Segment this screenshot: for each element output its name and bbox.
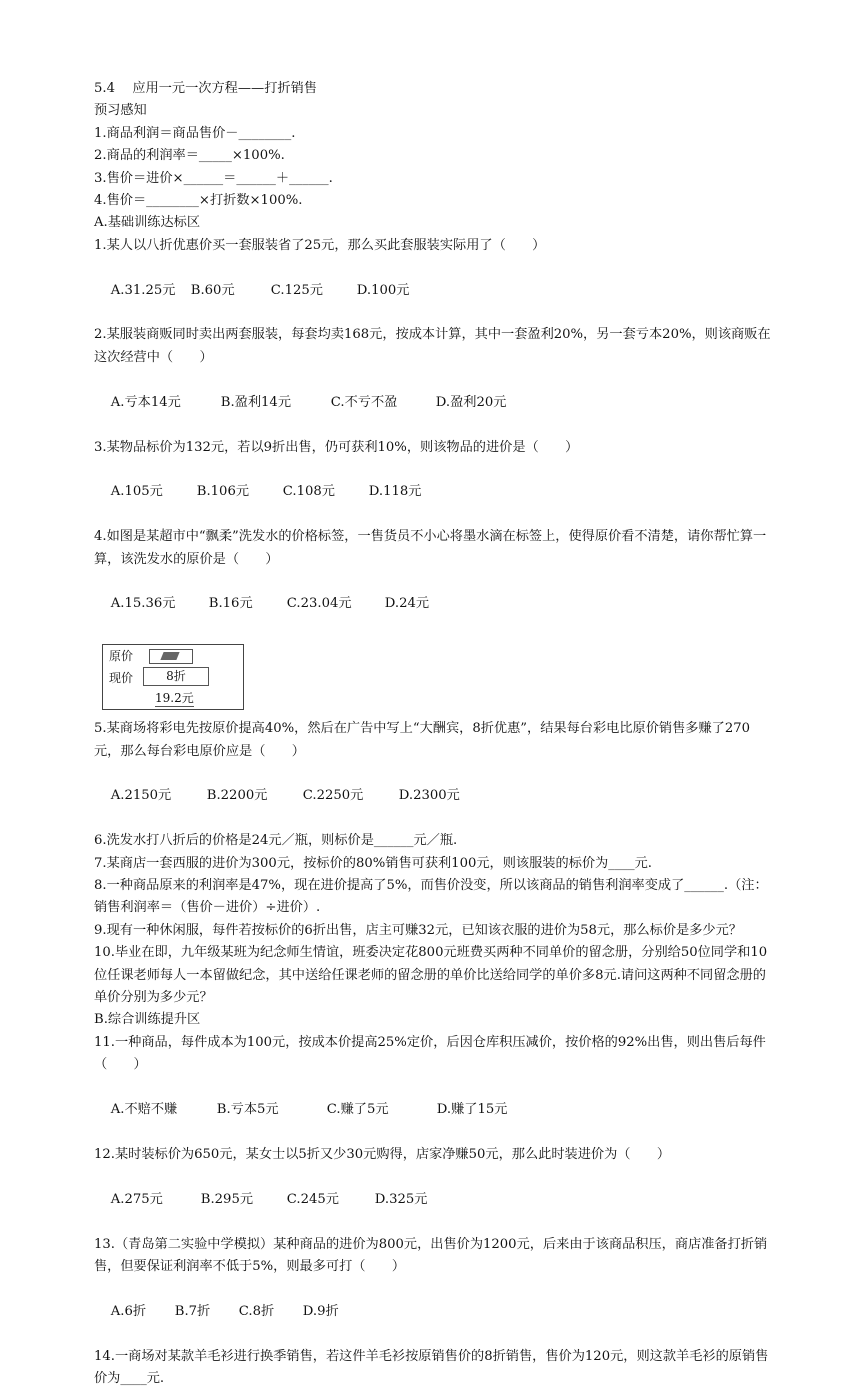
option-a: A.6折	[110, 1303, 147, 1319]
question-3: 3.某物品标价为132元，若以9折出售，仍可获利10%，则该物品的进价是（ ）	[94, 439, 579, 455]
option-c: C.125元	[270, 282, 323, 298]
section-a-heading: A.基础训练达标区	[94, 215, 201, 231]
question-3-options	[94, 459, 774, 526]
question-4: 4.如图是某超市中“飘柔”洗发水的价格标签，一售货员不小心将墨水滴在标签上，使得原价看不清楚，请你帮忙算一算，该洗发水的原价是（ ）	[94, 529, 767, 567]
option-a: A.不赔不赚	[110, 1102, 178, 1118]
option-a: A.2150元	[110, 788, 172, 804]
discount-box: 8折	[143, 667, 209, 686]
ink-smudged-box	[149, 649, 193, 664]
question-6: 6.洗发水打八折后的价格是24元／瓶，则标价是______元／瓶.	[94, 833, 458, 849]
worksheet	[94, 78, 774, 1390]
option-d: D.盈利20元	[435, 394, 507, 410]
question-8: 8.一种商品原来的利润率是47%，现在进价提高了5%，而售价没变，所以该商品的销售利润率变成了______.（注：销售利润率＝（售价－进价）÷进价）.	[94, 878, 768, 916]
option-c: C.不亏不盈	[330, 394, 398, 410]
option-d: D.24元	[384, 596, 430, 612]
current-price-label: 现价	[109, 671, 134, 686]
question-4-options	[94, 571, 774, 638]
question-11: 11.一种商品，每件成本为100元，按成本价提高25%定价，后因仓库积压减价，按价格的92%出售，则出售后每件（ ）	[94, 1034, 766, 1073]
question-5: 5.某商场将彩电先按原价提高40%，然后在广告中写上“大酬宾，8折优惠”，结果每台彩电比原价销售多赚了270元，那么每台彩电原价应是（ ）	[94, 721, 750, 759]
option-d: D.2300元	[398, 788, 460, 804]
option-d: D.100元	[356, 282, 410, 298]
preview-line: 2.商品的利润率＝_____×100%.	[94, 148, 285, 164]
option-c: C.赚了5元	[326, 1102, 389, 1118]
section-b-heading: B.综合训练提升区	[94, 1012, 201, 1028]
question-7: 7.某商店一套西服的进价为300元，按标价的80%销售可获利100元，则该服装的标价为____元.	[94, 855, 652, 871]
option-a: A.275元	[110, 1191, 163, 1207]
option-c: C.245元	[286, 1191, 339, 1207]
option-b: B.盈利14元	[220, 394, 292, 410]
original-price-label: 原价	[109, 649, 134, 664]
price-tag-figure	[102, 644, 244, 710]
preview-line: 3.售价＝进价×______＝______＋______.	[94, 170, 333, 186]
option-d: D.118元	[368, 484, 422, 500]
question-13: 13.（青岛第二实验中学模拟）某种商品的进价为800元，出售价为1200元，后来由于该商品积压，商店准备打折销售，但要保证利润率不低于5%，则最多可打（ ）	[94, 1236, 768, 1274]
preview-heading: 预习感知	[94, 103, 147, 119]
option-b: B.106元	[196, 484, 250, 500]
option-b: B.亏本5元	[216, 1102, 279, 1118]
option-d: D.9折	[302, 1303, 339, 1319]
question-11-options	[94, 1077, 774, 1144]
current-price-value: 19.2元	[155, 691, 194, 706]
option-a: A.105元	[110, 484, 163, 500]
option-b: B.295元	[200, 1191, 254, 1207]
option-b: B.7折	[174, 1303, 211, 1319]
question-2: 2.某服装商贩同时卖出两套服装，每套均卖168元，按成本计算，其中一套盈利20%，另一套亏本20%，则该商贩在这次经营中（ ）	[94, 327, 771, 365]
option-c: C.108元	[282, 484, 335, 500]
preview-line: 1.商品利润＝商品售价－________.	[94, 125, 296, 141]
question-9: 9.现有一种休闲服，每件若按标价的6折出售，店主可赚32元，已知该衣服的进价为58元，那么标价是多少元？	[94, 922, 742, 938]
question-14: 14.一商场对某款羊毛衫进行换季销售，若这件羊毛衫按原销售价的8折销售，售价为120元，则这款羊毛衫的原销售价为____元.	[94, 1348, 769, 1386]
option-a: A.亏本14元	[110, 394, 181, 410]
question-10: 10.毕业在即，九年级某班为纪念师生情谊，班委决定花800元班费买两种不同单价的留念册，分别给50位同学和10位任课老师每人一本留做纪念，其中送给任课老师的留念册的单价比送给同学的单价多8元.请问这两种不同留念册的单价分别为多少元？	[94, 945, 768, 1006]
question-1: 1.某人以八折优惠价买一套服装省了25元，那么买此套服装实际用了（ ）	[94, 237, 546, 253]
option-b: B.60元	[190, 282, 235, 298]
option-b: B.16元	[208, 596, 253, 612]
option-c: C.8折	[238, 1303, 275, 1319]
question-12: 12.某时装标价为650元，某女士以5折又少30元购得，店家净赚50元，那么此时装进价为（ ）	[94, 1146, 671, 1162]
option-a: A.31.25元	[110, 282, 176, 298]
question-2-options	[94, 369, 774, 436]
option-d: D.325元	[374, 1191, 428, 1207]
question-12-options	[94, 1166, 774, 1233]
option-c: C.23.04元	[286, 596, 352, 612]
preview-line: 4.售价＝________×打折数×100%.	[94, 193, 303, 209]
option-b: B.2200元	[206, 788, 268, 804]
ink-blot	[160, 652, 179, 660]
question-5-options	[94, 763, 774, 830]
option-a: A.15.36元	[110, 596, 176, 612]
option-c: C.2250元	[302, 788, 364, 804]
option-d: D.赚了15元	[436, 1102, 508, 1118]
question-13-options	[94, 1278, 774, 1345]
question-1-options	[94, 257, 774, 324]
page-title: 5.4 应用一元一次方程——打折销售	[94, 81, 317, 96]
